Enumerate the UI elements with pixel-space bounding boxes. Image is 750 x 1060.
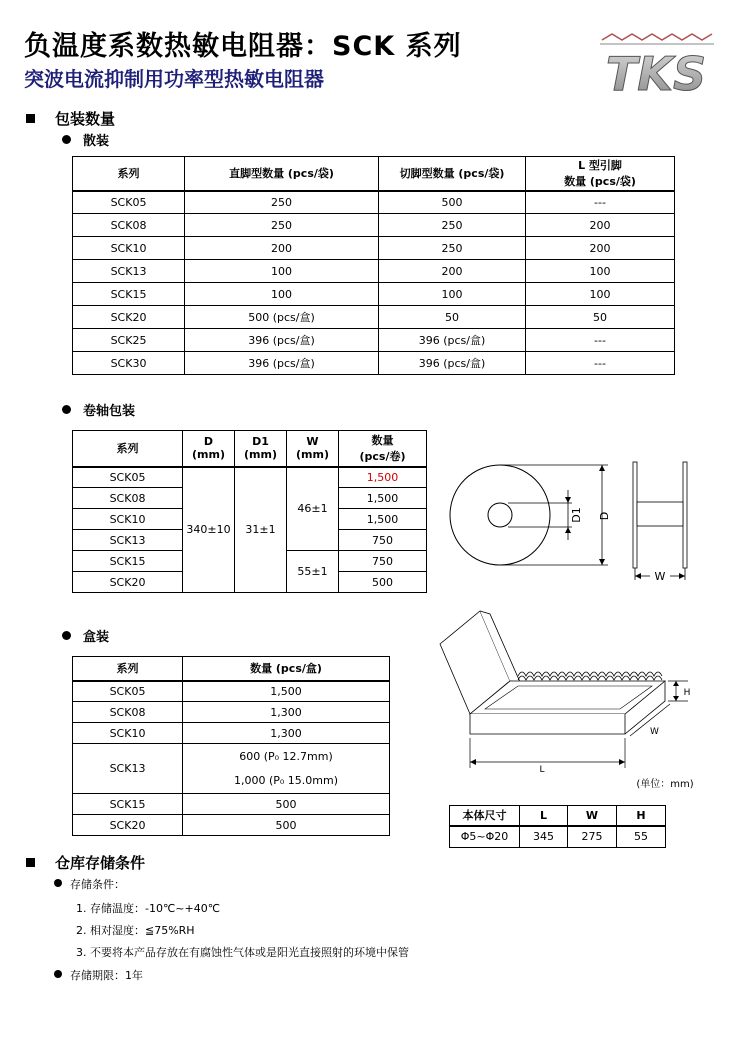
box-qty: 600 (P₀ 12.7mm) 1,000 (P₀ 15.0mm) xyxy=(183,744,390,794)
bulk-cell: SCK25 xyxy=(73,329,185,352)
bulk-cell: SCK30 xyxy=(73,352,185,375)
bulk-cell: 250 xyxy=(185,214,379,237)
bulk-cell: 200 xyxy=(185,237,379,260)
l-label: L xyxy=(539,765,545,775)
bulk-cell: 200 xyxy=(526,237,675,260)
bulk-cell: SCK08 xyxy=(73,214,185,237)
bullet-icon xyxy=(54,879,62,887)
box-series: SCK10 xyxy=(73,723,183,744)
w-label: W xyxy=(654,570,666,583)
bulk-row xyxy=(73,352,675,375)
bulk-cell: 100 xyxy=(379,283,526,306)
bulk-cell: 396 (pcs/盒) xyxy=(379,352,526,375)
bulk-cell: 500 (pcs/盒) xyxy=(185,306,379,329)
box-heading: 盒装 xyxy=(62,626,109,645)
bulk-row xyxy=(73,260,675,283)
square-bullet-icon xyxy=(26,114,35,123)
reel-heading: 卷轴包装 xyxy=(62,400,135,419)
reel-w-value: 55±1 xyxy=(287,551,339,593)
col-cut: 切脚型数量 (pcs/袋) xyxy=(379,157,526,191)
reel-series: SCK10 xyxy=(73,509,183,530)
reel-table xyxy=(72,430,427,593)
w-dim-label: W xyxy=(650,727,659,737)
logo-text: TKS xyxy=(605,47,707,98)
box-series: SCK13 xyxy=(73,744,183,794)
reel-qty: 1,500 xyxy=(339,509,427,530)
bulk-row xyxy=(73,329,675,352)
size-body: Φ5~Φ20 xyxy=(450,826,520,848)
bulk-cell: 50 xyxy=(526,306,675,329)
reel-col-series: 系列 xyxy=(73,431,183,467)
d1-label: D1 xyxy=(570,507,583,523)
box-qty: 500 xyxy=(183,794,390,815)
bulk-cell: 250 xyxy=(379,214,526,237)
storage-period: 存储期限：1年 xyxy=(54,967,143,983)
reel-col-qty: 数量 (pcs/卷) xyxy=(339,431,427,467)
col-straight: 直脚型数量 (pcs/袋) xyxy=(185,157,379,191)
storage-item: 3. 不要将本产品存放在有腐蚀性气体或是阳光直接照射的环境中保管 xyxy=(76,946,409,959)
bulk-row xyxy=(73,191,675,214)
size-h: 55 xyxy=(617,826,666,848)
bulk-row xyxy=(73,283,675,306)
bulk-heading: 散装 xyxy=(62,130,109,149)
bulk-cell: 396 (pcs/盒) xyxy=(185,352,379,375)
reel-series: SCK20 xyxy=(73,572,183,593)
bulk-cell: --- xyxy=(526,352,675,375)
reel-d1-value: 31±1 xyxy=(235,467,287,593)
bulk-cell: 100 xyxy=(185,260,379,283)
bulk-cell: 250 xyxy=(379,237,526,260)
box-diagram xyxy=(430,606,730,796)
reel-qty: 1,500 xyxy=(339,488,427,509)
box-qty: 500 xyxy=(183,815,390,836)
unit-label: (单位：mm) xyxy=(636,779,694,790)
reel-col-w: W (mm) xyxy=(287,431,339,467)
section-storage: 仓库存储条件 xyxy=(26,852,145,873)
reel-series: SCK13 xyxy=(73,530,183,551)
box-col-qty: 数量 (pcs/盒) xyxy=(183,657,390,681)
box-series: SCK08 xyxy=(73,702,183,723)
bulk-cell: 200 xyxy=(379,260,526,283)
company-logo xyxy=(594,32,720,98)
box-qty: 1,500 xyxy=(183,681,390,702)
box-size-table xyxy=(449,805,666,848)
reel-qty: 500 xyxy=(339,572,427,593)
bulk-cell: 500 xyxy=(379,191,526,214)
bulk-cell: 200 xyxy=(526,214,675,237)
bulk-cell: 100 xyxy=(526,260,675,283)
page-title: 负温度系数热敏电阻器：SCK 系列 xyxy=(24,31,462,62)
reel-col-d1: D1 (mm) xyxy=(235,431,287,467)
section-packaging: 包装数量 xyxy=(26,108,115,129)
size-col-body: 本体尺寸 xyxy=(450,806,520,826)
bulk-cell: 396 (pcs/盒) xyxy=(379,329,526,352)
box-series: SCK15 xyxy=(73,794,183,815)
reel-qty: 1,500 xyxy=(339,467,427,488)
bulk-row xyxy=(73,214,675,237)
box-table xyxy=(72,656,390,836)
reel-series: SCK15 xyxy=(73,551,183,572)
storage-item: 1. 存储温度：-10℃~+40℃ xyxy=(76,902,221,915)
bullet-icon xyxy=(62,405,71,414)
reel-series: SCK08 xyxy=(73,488,183,509)
bulk-cell: 50 xyxy=(379,306,526,329)
storage-conditions: 存储条件： xyxy=(54,876,125,892)
bulk-cell: SCK05 xyxy=(73,191,185,214)
bullet-icon xyxy=(62,631,71,640)
reel-qty: 750 xyxy=(339,530,427,551)
bullet-icon xyxy=(62,135,71,144)
reel-diagram xyxy=(440,450,700,590)
h-label: H xyxy=(683,688,691,698)
size-col-w: W xyxy=(568,806,617,826)
bulk-cell: 250 xyxy=(185,191,379,214)
reel-series: SCK05 xyxy=(73,467,183,488)
bulk-cell: 100 xyxy=(526,283,675,306)
reel-flange-circle xyxy=(450,465,550,565)
col-series: 系列 xyxy=(73,157,185,191)
box-series: SCK20 xyxy=(73,815,183,836)
square-bullet-icon xyxy=(26,858,35,867)
bulk-cell: 100 xyxy=(185,283,379,306)
size-w: 275 xyxy=(568,826,617,848)
size-l: 345 xyxy=(520,826,568,848)
box-series: SCK05 xyxy=(73,681,183,702)
bulk-row xyxy=(73,237,675,260)
reel-qty: 750 xyxy=(339,551,427,572)
bulk-table xyxy=(72,156,675,375)
reel-hub-circle xyxy=(488,503,512,527)
reel-w-value: 46±1 xyxy=(287,467,339,551)
size-col-h: H xyxy=(617,806,666,826)
d-label: D xyxy=(598,511,611,521)
box-qty: 1,300 xyxy=(183,702,390,723)
col-lshape: L 型引脚 数量 (pcs/袋) xyxy=(526,157,675,191)
box-qty: 1,300 xyxy=(183,723,390,744)
bulk-cell: --- xyxy=(526,329,675,352)
bullet-icon xyxy=(54,970,62,978)
bulk-row xyxy=(73,306,675,329)
bulk-cell: 396 (pcs/盒) xyxy=(185,329,379,352)
bulk-cell: --- xyxy=(526,191,675,214)
reel-col-d: D (mm) xyxy=(183,431,235,467)
bulk-cell: SCK20 xyxy=(73,306,185,329)
size-col-l: L xyxy=(520,806,568,826)
bulk-cell: SCK10 xyxy=(73,237,185,260)
reel-d-value: 340±10 xyxy=(183,467,235,593)
page-subtitle: 突波电流抑制用功率型热敏电阻器 xyxy=(24,67,324,91)
bulk-cell: SCK13 xyxy=(73,260,185,283)
bulk-cell: SCK15 xyxy=(73,283,185,306)
storage-item: 2. 相对湿度：≦75%RH xyxy=(76,924,195,937)
box-col-series: 系列 xyxy=(73,657,183,681)
